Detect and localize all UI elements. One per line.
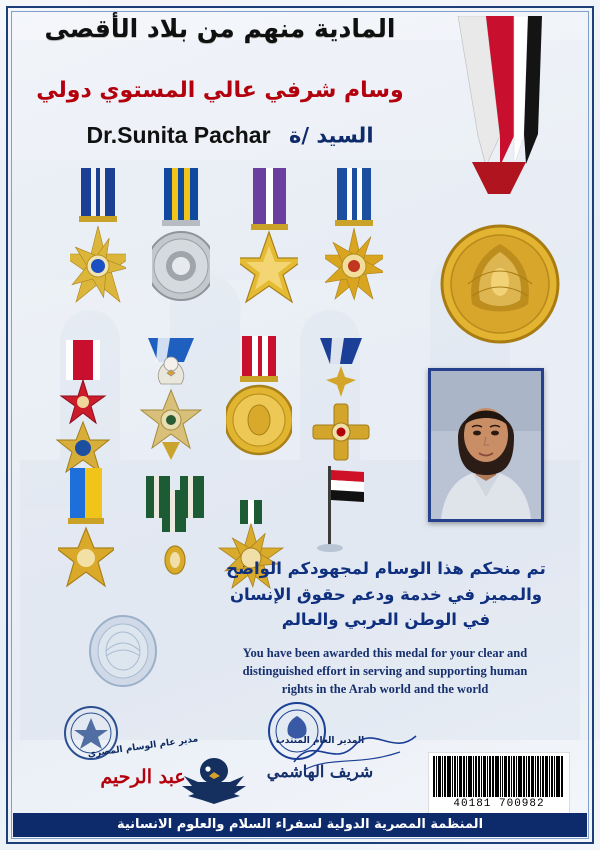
footer-organization: المنظمة المصرية الدولية لسفراء السلام والعلوم الانسانية bbox=[13, 813, 587, 837]
medal-2 bbox=[152, 168, 210, 328]
medal-3 bbox=[240, 168, 298, 328]
recipient-name: Dr.Sunita Pachar bbox=[86, 122, 271, 148]
signature-left-script: عبد الرحيم bbox=[100, 766, 186, 788]
certificate-subtitle: وسام شرفي عالي المستوي دولي bbox=[36, 78, 404, 103]
citation-en-line-2: distinguished effort in serving and supporting human bbox=[242, 664, 528, 679]
citation-ar-line-2: والمميز في خدمة ودعم حقوق الإنسان bbox=[229, 584, 543, 604]
recipient-label: السيد /ة bbox=[288, 123, 374, 148]
handwritten-signature-stroke bbox=[290, 726, 420, 776]
medal-8 bbox=[312, 336, 370, 476]
medal-large-gold bbox=[438, 222, 562, 346]
medal-6 bbox=[140, 336, 202, 476]
medal-9 bbox=[58, 468, 114, 598]
medal-1 bbox=[70, 168, 126, 328]
page-title: المادية منهم من بلاد الأقصى bbox=[44, 14, 396, 43]
recipient-row bbox=[40, 122, 420, 158]
medal-4 bbox=[325, 168, 383, 328]
citation-ar-line-3: في الوطن العربي والعالم bbox=[281, 610, 491, 630]
wax-seal-icon bbox=[86, 612, 160, 690]
signature-left-title: مدير عام الوسام المصري bbox=[87, 734, 199, 760]
barcode bbox=[428, 752, 570, 816]
signature-right-script: شريف الهاشمي bbox=[266, 762, 374, 781]
iraq-flag bbox=[296, 462, 366, 554]
citation-en-line-3: rights in the Arab world and the world bbox=[281, 682, 489, 697]
citation-english bbox=[200, 644, 570, 698]
flag-ribbon bbox=[452, 16, 544, 226]
signature-right-title: المدير العام المنتدب bbox=[275, 736, 365, 746]
barcode-bars bbox=[429, 753, 569, 797]
barcode-number: 40181 700982 bbox=[453, 798, 545, 810]
citation-arabic bbox=[196, 556, 576, 633]
citation-en-line-1: You have been awarded this medal for your clear and bbox=[242, 646, 528, 660]
signature-left bbox=[78, 734, 208, 788]
recipient-photo bbox=[428, 368, 544, 522]
medal-7 bbox=[226, 336, 292, 476]
citation-ar-line-1: تم منحكم هذا الوسام لمجهودكم الواضح bbox=[226, 559, 546, 578]
